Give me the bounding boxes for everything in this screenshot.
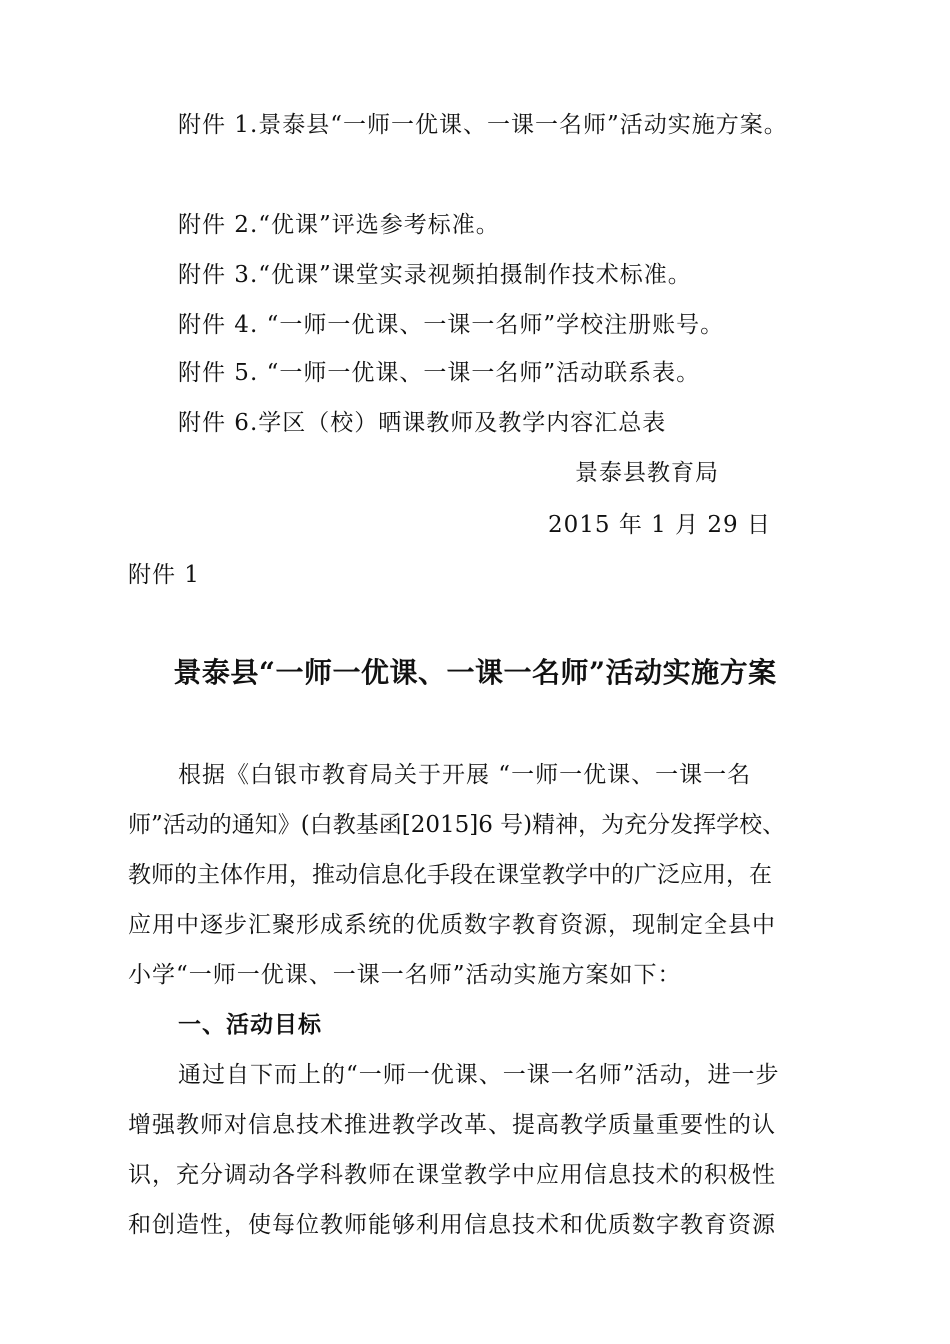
intro-line-2: 师”活动的通知》(白教基函[2015]6 号)精神，为充分发挥学校、 (128, 812, 786, 838)
attachment-item-1: 附件 1.景泰县“一师一优课、一课一名师”活动实施方案。 (178, 112, 788, 138)
attachment-item-4: 附件 4. “一师一优课、一课一名师”学校注册账号。 (178, 312, 725, 338)
section1-line-4: 和创造性，使每位教师能够利用信息技术和优质数字教育资源 (128, 1212, 776, 1238)
document-title: 景泰县“一师一优课、一课一名师”活动实施方案 (173, 656, 777, 689)
appendix-label: 附件 1 (128, 562, 200, 588)
attachment-item-2: 附件 2.“优课”评选参考标准。 (178, 212, 500, 238)
attachment-item-6: 附件 6.学区（校）晒课教师及教学内容汇总表 (178, 410, 667, 436)
section1-line-3: 识，充分调动各学科教师在课堂教学中应用信息技术的积极性 (128, 1162, 776, 1188)
section1-line-1: 通过自下而上的“一师一优课、一课一名师”活动，进一步 (178, 1062, 780, 1088)
intro-line-5: 小学“一师一优课、一课一名师”活动实施方案如下： (128, 962, 682, 988)
intro-line-1: 根据《白银市教育局关于开展 “一师一优课、一课一名 (178, 762, 752, 788)
issue-date: 2015 年 1 月 29 日 (548, 512, 771, 538)
issuer-signature: 景泰县教育局 (575, 460, 719, 486)
section-heading-goals: 一、活动目标 (178, 1011, 322, 1038)
attachment-item-5: 附件 5. “一师一优课、一课一名师”活动联系表。 (178, 360, 701, 386)
intro-line-3: 教师的主体作用，推动信息化手段在课堂教学中的广泛应用，在 (128, 862, 772, 888)
section1-line-2: 增强教师对信息技术推进教学改革、提高教学质量重要性的认 (128, 1112, 776, 1138)
attachment-item-3: 附件 3.“优课”课堂实录视频拍摄制作技术标准。 (178, 262, 692, 288)
intro-line-4: 应用中逐步汇聚形成系统的优质数字教育资源，现制定全县中 (128, 912, 776, 938)
